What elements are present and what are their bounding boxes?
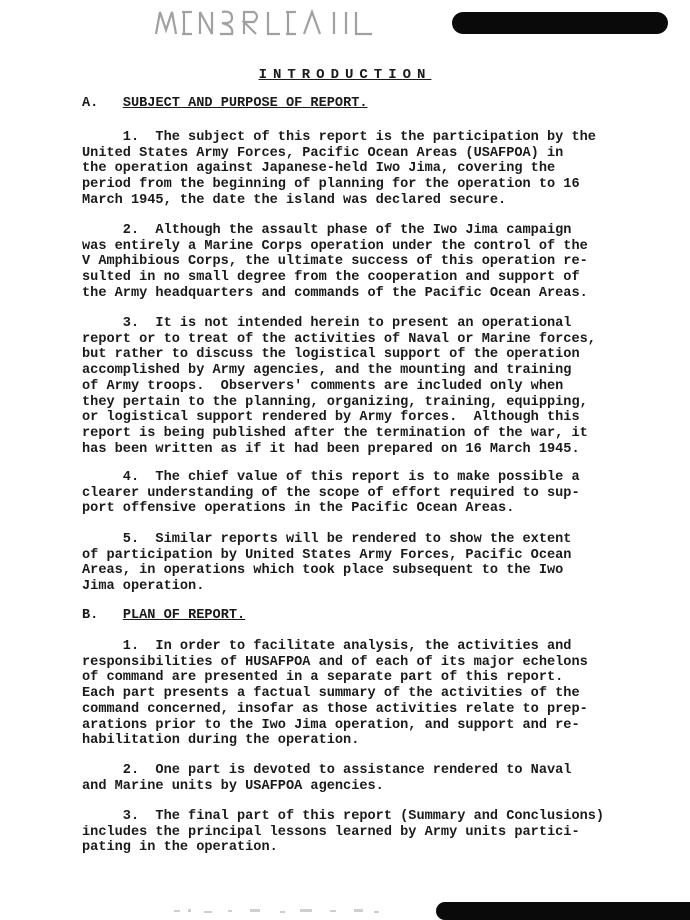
text-line: 2. Although the assault phase of the Iwo Jima campaign: [82, 223, 572, 238]
text-line: Each part presents a factual summary of the activities of the: [82, 686, 580, 702]
text-line: United States Army Forces, Pacific Ocean Areas (USAFPOA) in: [82, 145, 564, 161]
text-line: but rather to discuss the logistical support of the operation: [82, 347, 580, 363]
text-line: habilitation during the operation.: [82, 733, 360, 749]
text-line: 1. The subject of this report is the participation by the: [82, 130, 596, 145]
text-line: and Marine units by USAFPOA agencies.: [82, 778, 384, 794]
classification-stamp-icon: [152, 6, 378, 40]
text-line: 1. In order to facilitate analysis, the activities and: [82, 639, 572, 654]
section-b-title: PLAN OF REPORT.: [122, 608, 246, 623]
text-line: Areas, in operations which took place subsequent to the Iwo: [82, 563, 564, 579]
text-line: Jima operation.: [82, 579, 205, 595]
section-a-paragraph-5: [82, 532, 662, 595]
text-line: 4. The chief value of this report is to make possible a: [82, 470, 580, 485]
section-a-paragraph-2: [82, 223, 662, 302]
section-a-title: SUBJECT AND PURPOSE OF REPORT.: [122, 96, 368, 111]
text-line: accomplished by Army agencies, and the mounting and training: [82, 363, 572, 379]
text-line: 3. The final part of this report (Summary and Conclusions): [82, 809, 605, 824]
text-line: period from the beginning of planning for the operation to 16: [82, 177, 580, 193]
text-line: includes the principal lessons learned by Army units partici-: [82, 824, 580, 840]
section-a-letter: A.: [82, 96, 99, 111]
text-line: 3. It is not intended herein to present an operational: [82, 316, 572, 331]
text-line: March 1945, the date the island was declared secure.: [82, 192, 507, 208]
section-a-paragraph-1: [82, 130, 662, 209]
text-line: or logistical support rendered by Army forces. Although this: [82, 410, 580, 426]
text-line: V Amphibious Corps, the ultimate success of this operation re-: [82, 254, 588, 270]
text-line: the Army headquarters and commands of the Pacific Ocean Areas.: [82, 285, 588, 301]
text-line: was entirely a Marine Corps operation under the control of the: [82, 238, 588, 254]
text-line: sulted in no small degree from the cooperation and support of: [82, 270, 580, 286]
text-line: pating in the operation.: [82, 840, 278, 856]
section-b-paragraph-1: [82, 639, 662, 749]
text-line: has been written as if it had been prepared on 16 March 1945.: [82, 441, 580, 457]
text-line: of participation by United States Army Forces, Pacific Ocean: [82, 547, 572, 563]
text-line: the operation against Japanese-held Iwo Jima, covering the: [82, 161, 556, 177]
section-b-letter: B.: [82, 608, 99, 623]
text-line: arations prior to the Iwo Jima operation, and support and re-: [82, 717, 580, 733]
section-b-paragraph-2: [82, 763, 662, 794]
section-a-heading: [82, 96, 368, 112]
text-line: responsibilities of HUSAFPOA and of each of its major echelons: [82, 654, 588, 670]
section-a-paragraph-4: [82, 470, 662, 517]
text-line: 2. One part is devoted to assistance rendered to Naval: [82, 763, 572, 778]
text-line: command concerned, insofar as those activities relate to prep-: [82, 701, 588, 717]
redaction-bar-bottom: [436, 902, 690, 920]
text-line: of command are presented in a separate part of this report.: [82, 670, 564, 686]
section-b-paragraph-3: [82, 809, 662, 856]
text-line: of Army troops. Observers' comments are included only when: [82, 378, 564, 394]
text-line: clearer understanding of the scope of effort required to sup-: [82, 485, 580, 501]
text-line: report or to treat of the activities of Naval or Marine forces,: [82, 331, 596, 347]
redaction-bar-top: [452, 12, 668, 34]
section-b-heading: [82, 608, 245, 624]
section-a-paragraph-3: [82, 316, 662, 457]
text-line: they pertain to the planning, organizing, training, equipping,: [82, 394, 588, 410]
text-line: report is being published after the termination of the war, it: [82, 425, 588, 441]
text-line: 5. Similar reports will be rendered to show the extent: [82, 532, 572, 547]
document-title: INTRODUCTION: [258, 67, 432, 83]
text-line: port offensive operations in the Pacific Ocean Areas.: [82, 501, 515, 517]
scan-noise-icon: [170, 905, 390, 917]
